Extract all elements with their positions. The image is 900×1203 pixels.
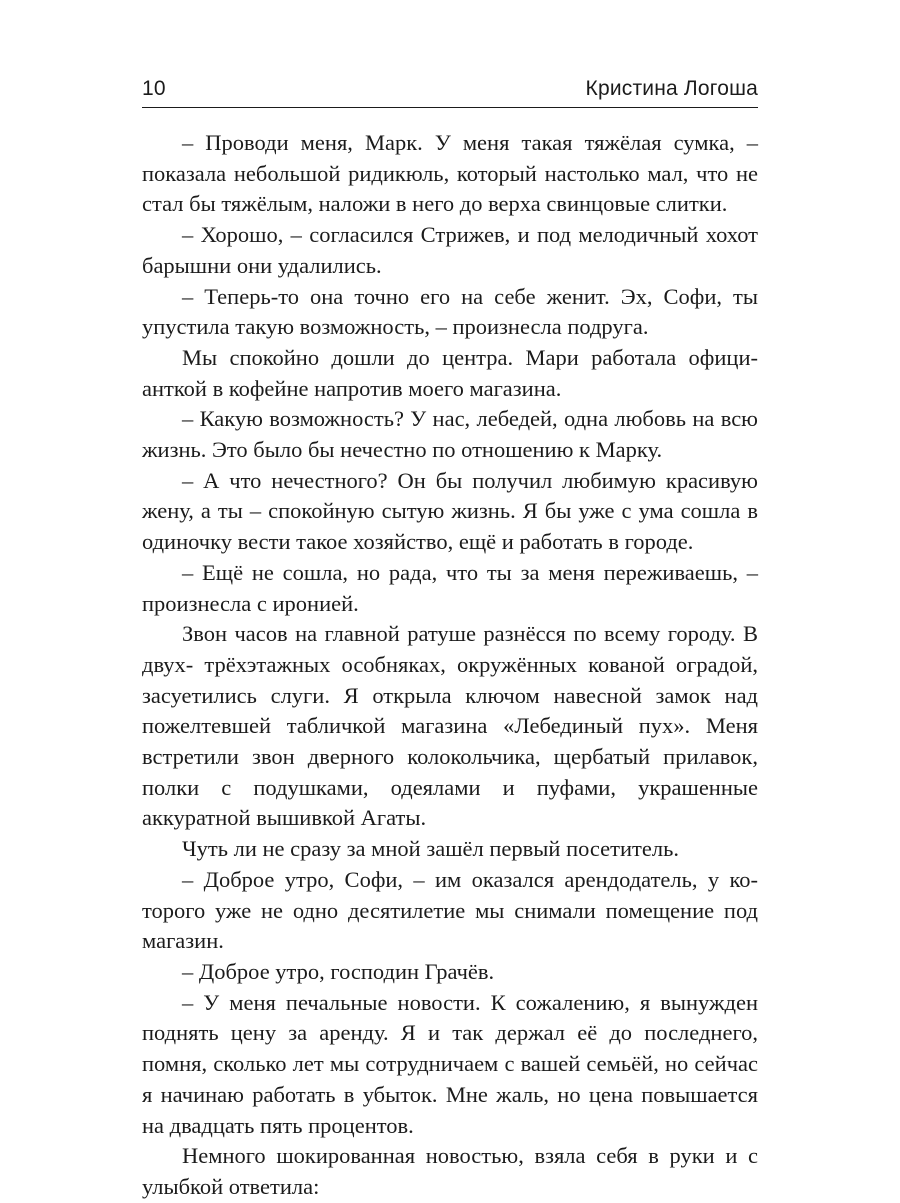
paragraph: Немного шокированная новостью, взяла себя в руки и с улыбкой ответила: xyxy=(142,1143,758,1199)
paragraph: – Теперь-то она точно его на себе женит. Эх, Софи, ты упустила такую возможность, – произнесла подруга. xyxy=(142,283,758,340)
paragraph: – Какую возможность? У нас, лебедей, одна любовь на всю жизнь. Это было бы нечестно по отношению к Марку. xyxy=(142,406,758,463)
running-head xyxy=(142,72,758,106)
body-text xyxy=(142,128,758,1203)
header-rule xyxy=(142,107,758,108)
paragraph: Мы спокойно дошли до центра. Мари работала официанткой в кофейне напротив моего магазина. xyxy=(142,344,758,401)
paragraph: – А что нечестного? Он бы получил любимую красивую жену, а ты – спокойную сытую жизнь. Я бы уже с ума сошла в одиночку вести такое хозяйство, ещё и работать в городе. xyxy=(142,467,758,555)
paragraph: Звон часов на главной ратуше разнёсся по всему городу. В двух- трёхэтажных особняках, окружённых кованой оградой, засуетились слуги. Я открыла ключом навесной замок над пожелтевшей табличкой магазина «Лебединый пух». Меня встретили звон дверного колокольчика, щербатый прилавок, полки с подушками, одеялами и пуфами, украшенные аккуратной вышивкой Агаты. xyxy=(142,621,758,831)
paragraph: – Проводи меня, Марк. У меня такая тяжёлая сумка, – показала небольшой ридикюль, который настолько мал, что не стал бы тяжёлым, наложи в него до верха свинцовые слитки. xyxy=(142,130,758,217)
book-page xyxy=(142,72,758,1203)
paragraph: Чуть ли не сразу за мной зашёл первый посетитель. xyxy=(182,836,679,862)
author-name: Кристина Логоша xyxy=(585,77,758,100)
paragraph: – Доброе утро, Софи, – им оказался арендодатель, у которого уже не одно десятилетие мы снимали помещение под магазин. xyxy=(142,866,758,954)
paragraph: – Доброе утро, господин Грачёв. xyxy=(182,958,495,984)
paragraph: – Хорошо, – согласился Стрижев, и под мелодичный хохот барышни они удалились. xyxy=(142,222,758,278)
paragraph: – У меня печальные новости. К сожалению, я вынужден поднять цену за аренду. Я и так держал её до последнего, помня, сколько лет мы сотрудничаем с вашей семьёй, но сейчас я начинаю работать в убыток. Мне жаль, но цена повышается на двадцать пять процентов. xyxy=(142,989,758,1138)
page-number: 10 xyxy=(142,77,166,100)
paragraph: – Ещё не сошла, но рада, что ты за меня переживаешь, – произнесла с иронией. xyxy=(142,559,758,616)
